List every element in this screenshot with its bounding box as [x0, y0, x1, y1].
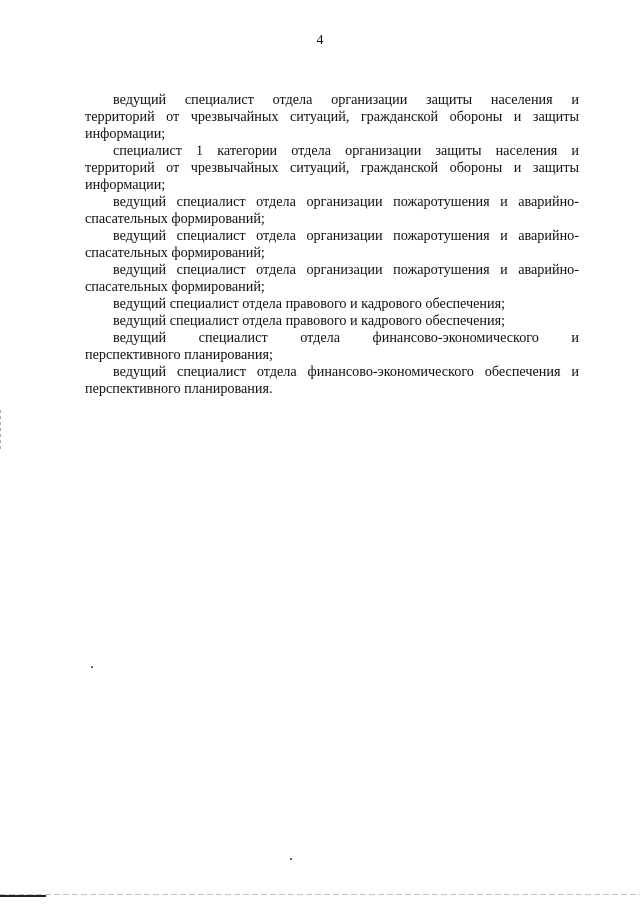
paragraph-4	[85, 228, 579, 262]
paragraph-line: ведущий специалист отдела правового и кадрового обеспечения;	[113, 296, 506, 312]
paragraph-3	[85, 194, 579, 228]
scan-speck	[290, 858, 292, 860]
paragraph-line: ведущий специалист отдела организации пожаротушения и аварийно-	[113, 194, 579, 210]
paragraph-line: спасательных формирований;	[85, 211, 265, 227]
scan-bottom-edge	[0, 894, 640, 895]
paragraph-line: ведущий специалист отдела финансово-экономического обеспечения и	[113, 364, 579, 380]
paragraph-2	[85, 143, 579, 194]
scan-speck	[91, 666, 93, 668]
paragraph-5	[85, 262, 579, 296]
scan-corner-mark	[0, 895, 46, 897]
scan-edge-mark	[0, 410, 1, 450]
paragraph-line: ведущий специалист отдела организации защиты населения и	[113, 92, 579, 108]
paragraph-7	[85, 313, 579, 330]
paragraph-line: ведущий специалист отдела правового и кадрового обеспечения;	[113, 313, 506, 329]
paragraph-6	[85, 296, 579, 313]
paragraph-line: ведущий специалист отдела организации пожаротушения и аварийно-	[113, 228, 579, 244]
document-body	[85, 92, 579, 398]
paragraph-line: ведущий специалист отдела организации пожаротушения и аварийно-	[113, 262, 579, 278]
paragraph-line: территорий от чрезвычайных ситуаций, гражданской обороны и защиты	[85, 109, 579, 125]
paragraph-line: информации;	[85, 177, 166, 193]
paragraph-line: перспективного планирования;	[85, 347, 273, 363]
paragraph-line: перспективного планирования.	[85, 381, 273, 397]
paragraph-line: специалист 1 категории отдела организации защиты населения и	[113, 143, 579, 159]
paragraph-9	[85, 364, 579, 398]
page-number: 4	[316, 33, 324, 48]
paragraph-1	[85, 92, 579, 143]
paragraph-8	[85, 330, 579, 364]
paragraph-line: информации;	[85, 126, 166, 142]
paragraph-line: ведущий специалист отдела финансово-экономического и	[113, 330, 579, 346]
paragraph-line: территорий от чрезвычайных ситуаций, гражданской обороны и защиты	[85, 160, 579, 176]
paragraph-line: спасательных формирований;	[85, 279, 265, 295]
paragraph-line: спасательных формирований;	[85, 245, 265, 261]
